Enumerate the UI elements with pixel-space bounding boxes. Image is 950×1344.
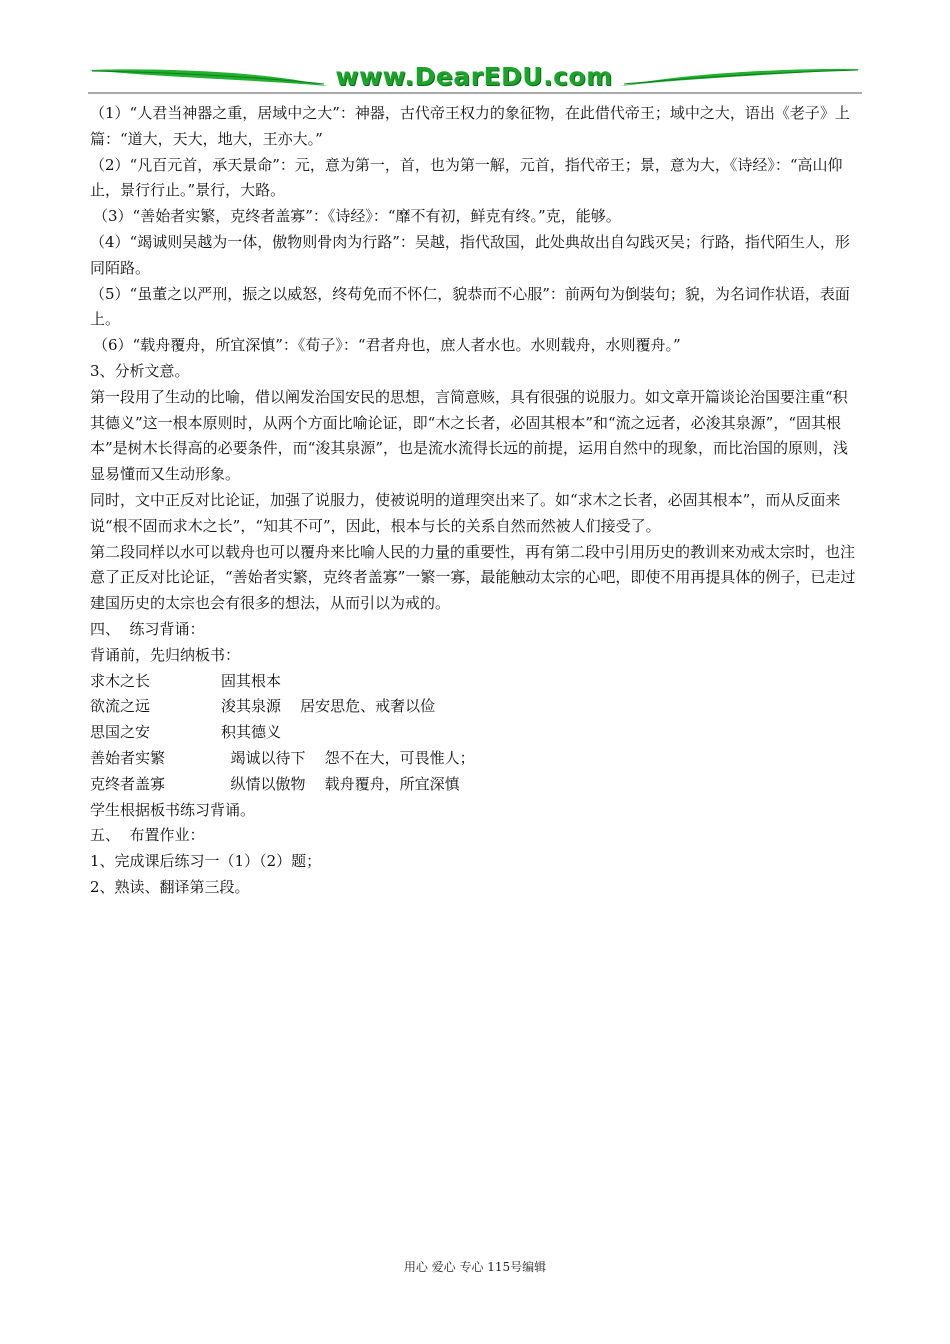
board-row [90, 694, 862, 720]
board-right-cell: 固其根本 [221, 671, 282, 690]
annotation-1: （1）“人君当神器之重，居域中之大”：神器，古代帝王权力的象征物，在此借代帝王；域中之大，语出《老子》上篇：“道大，天大，地大，王亦大。” [90, 104, 850, 148]
board-intro: 背诵前，先归纳板书： [90, 645, 241, 664]
section-3-heading: 3、分析文意。 [90, 361, 190, 380]
annotation-2: （2）“凡百元首，承天景命”：元，意为第一，首，也为第一解，元首，指代帝王；景，意为大，《诗经》：“高山仰止，景行行止。”景行，大路。 [90, 155, 843, 200]
analysis-paragraph-1: 第一段用了生动的比喻，借以阐发治国安民的思想，言简意赅，具有很强的说服力。如文章开篇谈论治国要注重“积其德义”这一根本原则时，从两个方面比喻论证，即“木之长者，必固其根本”和“流之远者，必浚其泉源”，“固其根本”是树木长得高的必要条件，而“浚其泉源”，也是流水流得长远的前提，运用自然中的现象，而比治国的原则，浅显易懂而又生动形象。 [90, 387, 849, 484]
analysis-paragraph-2: 同时，文中正反对比论证，加强了说服力，使被说明的道理突出来了。如“求木之长者，必固其根本”，而从反面来说“根不固而求木之长”，“知其不可”，因此，根本与长的关系自然而然被人们接受了。 [90, 490, 841, 535]
section-5-heading: 五、 布置作业： [90, 826, 205, 845]
board-right-cell: 浚其泉源 居安思危、戒奢以俭 [221, 697, 436, 716]
board-right-cell: 竭诚以待下 怨不在大，可畏惟人； [221, 748, 475, 767]
board-right-cell: 积其德义 [221, 723, 282, 742]
page-header [88, 60, 862, 96]
site-logo-text: www.DearEDU.com [335, 62, 613, 91]
board-left-cell: 思国之安 [90, 723, 151, 742]
annotation-4: （4）“竭诚则吴越为一体，傲物则骨肉为行路”：吴越，指代敌国，此处典故出自勾践灭吴；行路，指代陌生人，形同陌路。 [90, 232, 850, 277]
board-row [90, 669, 862, 695]
annotation-3: （3）“善始者实繁，克终者盖寡”：《诗经》：“靡不有初，鲜克有终。”克，能够。 [93, 207, 621, 226]
board-row [90, 772, 862, 798]
page-footer: 用心 爱心 专心 115号编辑 [403, 1260, 547, 1274]
board-right-cell: 纵情以傲物 载舟覆舟，所宜深慎 [221, 774, 460, 793]
board-left-cell: 欲流之远 [90, 697, 151, 716]
board-left-cell: 善始者实繁 [90, 748, 166, 767]
section-4-heading: 四、 练习背诵： [90, 619, 205, 638]
homework-item-2: 2、熟读、翻译第三段。 [90, 877, 250, 896]
document-body [90, 101, 862, 901]
analysis-paragraph-3: 第二段同样以水可以载舟也可以覆舟来比喻人民的力量的重要性，再有第二段中引用历史的教训来劝戒太宗时，也注意了正反对比论证，“善始者实繁，克终者盖寡”一繁一寡，最能触动太宗的心吧，即使不用再提具体的例子，已走过建国历史的太宗也会有很多的想法，从而引以为戒的。 [90, 542, 856, 613]
annotation-6: （6）“载舟覆舟，所宜深慎”：《荀子》：“君者舟也，庶人者水也。水则载舟，水则覆舟。” [93, 336, 681, 355]
homework-item-1: 1、完成课后练习一（1）（2）题； [90, 852, 322, 871]
board-left-cell: 克终者盖寡 [90, 774, 166, 793]
board-left-cell: 求木之长 [90, 671, 151, 690]
practice-note: 学生根据板书练习背诵。 [90, 800, 256, 819]
board-row [90, 746, 862, 772]
board-row [90, 720, 862, 746]
annotation-5: （5）“虽董之以严刑，振之以威怒，终苟免而不怀仁，貌恭而不心服”：前两句为倒装句；貌，为名词作状语，表面上。 [90, 284, 850, 329]
